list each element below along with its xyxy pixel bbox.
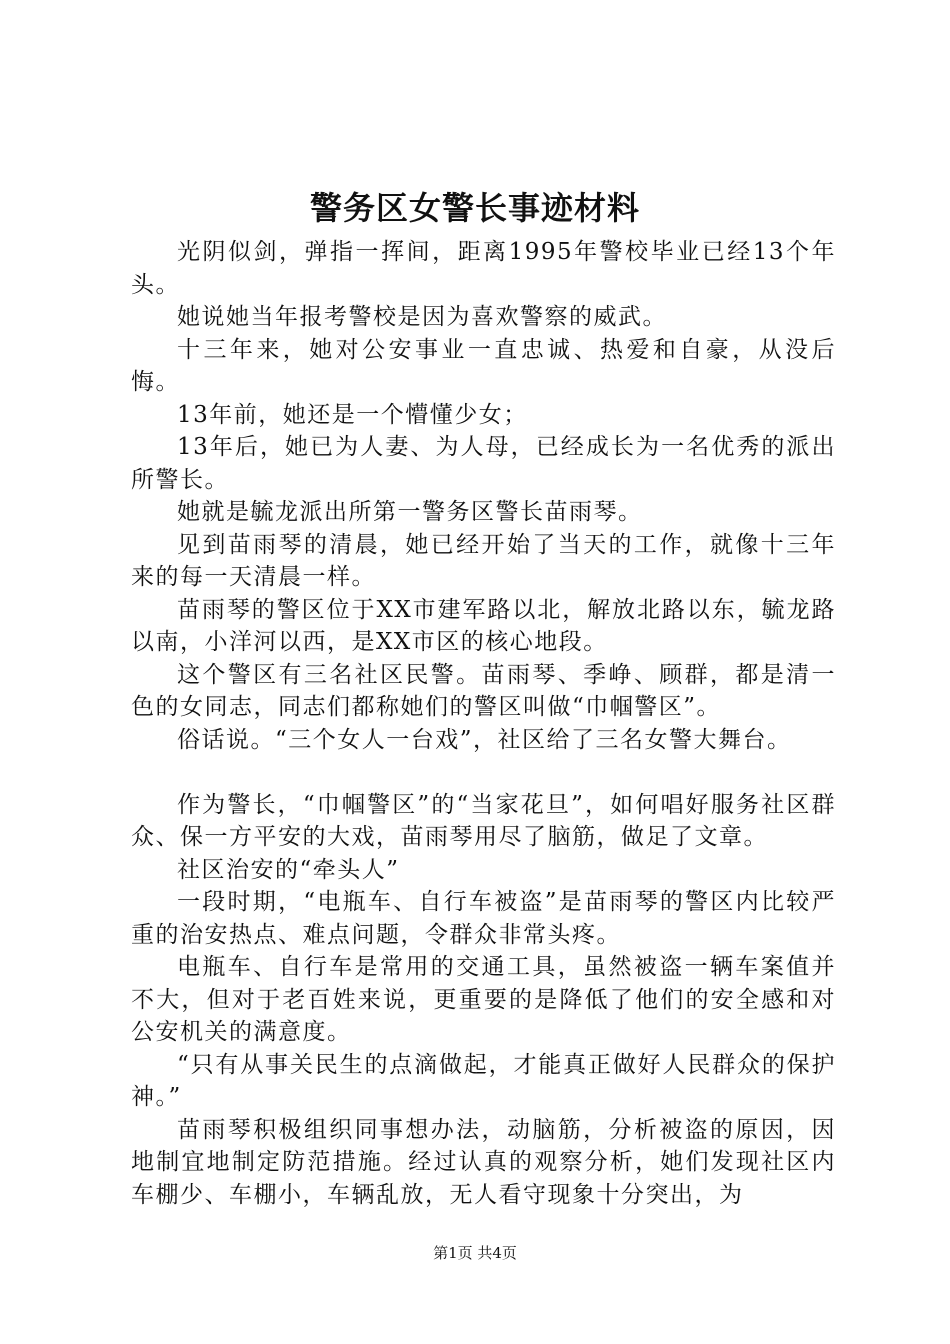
document-body	[131, 236, 836, 1211]
paragraph: 俗话说。“三个女人一台戏”，社区给了三名女警大舞台。	[177, 726, 792, 753]
paragraph: 十三年来，她对公安事业一直忠诚、热爱和自豪，从没后悔。	[131, 336, 836, 395]
section-heading: 社区治安的“牵头人”	[177, 856, 400, 883]
paragraph: 13年前，她还是一个懵懂少女；	[177, 401, 528, 428]
page-footer: 第1页 共4页	[433, 1244, 517, 1262]
paragraph: 苗雨琴的警区位于XX市建军路以北，解放北路以东，毓龙路以南，小洋河以西，是XX市区的核心地段。	[131, 596, 836, 655]
paragraph: 作为警长，“巾帼警区”的“当家花旦”，如何唱好服务社区群众、保一方平安的大戏，苗雨琴用尽了脑筋，做足了文章。	[131, 791, 836, 850]
paragraph: 13年后，她已为人妻、为人母，已经成长为一名优秀的派出所警长。	[131, 434, 836, 493]
paragraph: 苗雨琴积极组织同事想办法，动脑筋，分析被盗的原因，因地制宜地制定防范措施。经过认真的观察分析，她们发现社区内车棚少、车棚小，车辆乱放，无人看守现象十分突出，为	[131, 1116, 836, 1208]
paragraph: 她就是毓龙派出所第一警务区警长苗雨琴。	[177, 499, 643, 525]
paragraph: 一段时期，“电瓶车、自行车被盗”是苗雨琴的警区内比较严重的治安热点、难点问题，令群众非常头疼。	[131, 889, 836, 948]
paragraph: 她说她当年报考警校是因为喜欢警察的威武。	[177, 304, 667, 330]
paragraph: 见到苗雨琴的清晨，她已经开始了当天的工作，就像十三年来的每一天清晨一样。	[131, 531, 836, 590]
paragraph: “只有从事关民生的点滴做起，才能真正做好人民群众的保护神。”	[131, 1051, 836, 1110]
paragraph: 这个警区有三名社区民警。苗雨琴、季峥、顾群，都是清一色的女同志，同志们都称她们的警区叫做“巾帼警区”。	[131, 661, 836, 720]
document-title: 警务区女警长事迹材料	[309, 189, 640, 227]
paragraph: 光阴似剑，弹指一挥间，距离1995年警校毕业已经13个年头。	[131, 239, 836, 298]
paragraph: 电瓶车、自行车是常用的交通工具，虽然被盗一辆车案值并不大，但对于老百姓来说，更重要的是降低了他们的安全感和对公安机关的满意度。	[131, 954, 836, 1045]
blank-line	[131, 756, 836, 789]
